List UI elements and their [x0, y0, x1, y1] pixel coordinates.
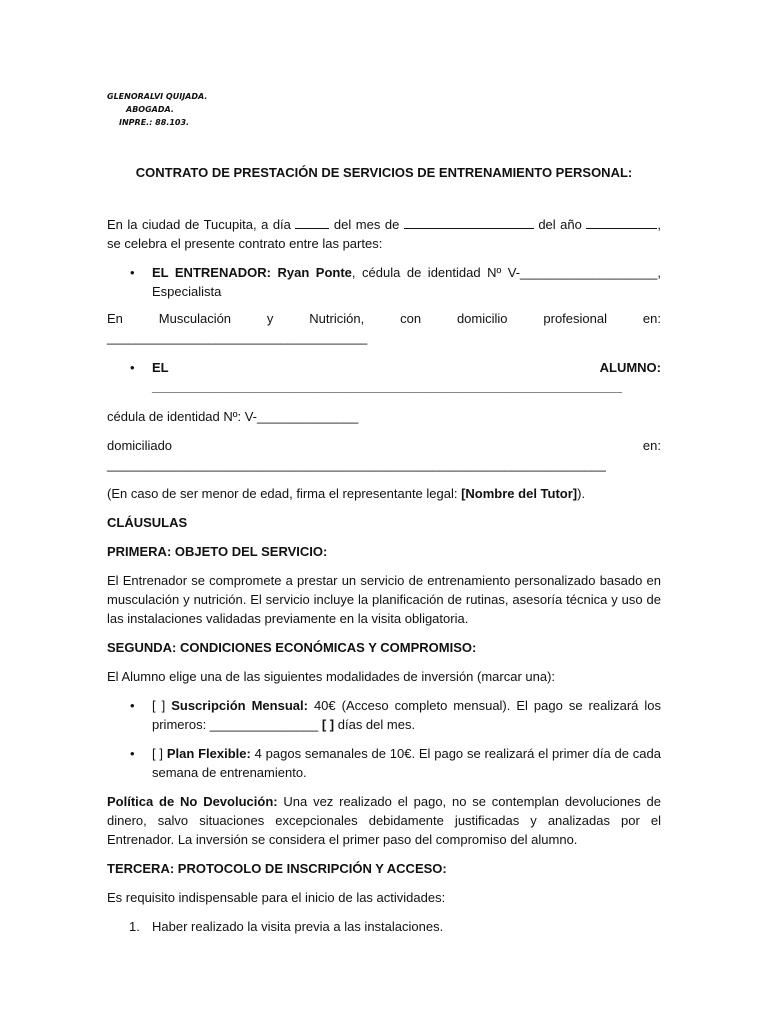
trainer-domicile: En Musculación y Nutrición, con domicilio profesional en: — [107, 311, 661, 326]
day-blank — [295, 215, 329, 229]
option-monthly: • [ ] Suscripción Mensual: 40€ (Acceso completo mensual). El pago se realizará los primeros: _______________ [ ] días del mes. — [152, 696, 661, 734]
clause-1-heading: PRIMERA: OBJETO DEL SERVICIO: — [107, 544, 328, 559]
trainer-list — [107, 263, 661, 301]
refund-policy: Política de No Devolución: Una vez realizado el pago, no se contemplan devoluciones de dinero, salvo situaciones excepcionales debidamente justificadas y analizadas por el Entrenador. La inversión se considera el primer paso del compromiso del alumno. — [107, 794, 661, 847]
trainer-domicile-line: ____________________________________ — [107, 330, 368, 345]
student-item: • EL ALUMNO: _________________________________________________________________ — [152, 358, 661, 396]
minor-note: (En caso de ser menor de edad, firma el representante legal: [Nombre del Tutor]). — [107, 486, 586, 501]
intro-paragraph: En la ciudad de Tucupita, a día del mes de del año , se celebra el presente contrato entre las partes: — [107, 217, 661, 251]
student-domicile: domiciliado en: _____________________________________________________________________ — [107, 438, 661, 472]
document-title: CONTRATO DE PRESTACIÓN DE SERVICIOS DE ENTRENAMIENTO PERSONAL: — [135, 165, 633, 180]
clause-2-heading: SEGUNDA: CONDICIONES ECONÓMICAS Y COMPROMISO: — [107, 640, 477, 655]
trainer-item: • EL ENTRENADOR: Ryan Ponte, cédula de identidad Nº V-___________________, Especialista — [152, 263, 661, 301]
student-id: cédula de identidad Nº: V-______________ — [107, 409, 359, 424]
clauses-heading: CLÁUSULAS — [107, 515, 188, 530]
payment-options — [107, 696, 661, 782]
requirement-item: 1. Haber realizado la visita previa a las instalaciones. — [129, 919, 444, 934]
clause-2-intro: El Alumno elige una de las siguientes modalidades de inversión (marcar una): — [107, 669, 556, 684]
year-blank — [586, 215, 657, 229]
document-body — [107, 163, 661, 936]
requirements-list — [107, 917, 661, 936]
option-flexible: • [ ] Plan Flexible: 4 pagos semanales de 10€. El pago se realizará el primer día de cada semana de entrenamiento. — [152, 744, 661, 782]
student-list — [107, 358, 661, 396]
clause-1-text: El Entrenador se compromete a prestar un servicio de entrenamiento personalizado basado en musculación y nutrición. El servicio incluye la planificación de rutinas, asesoría técnica y uso de las instalaciones validadas previamente en la visita obligatoria. — [107, 573, 661, 626]
month-blank — [404, 215, 534, 229]
letterhead — [107, 90, 207, 129]
letterhead-name: GLENORALVI QUIJADA. — [107, 92, 208, 101]
clause-3-heading: TERCERA: PROTOCOLO DE INSCRIPCIÓN Y ACCESO: — [107, 861, 447, 876]
letterhead-inpre: INPRE.: 88.103. — [119, 118, 190, 127]
clause-3-intro: Es requisito indispensable para el inicio de las actividades: — [107, 890, 446, 905]
letterhead-title: ABOGADA. — [126, 105, 174, 114]
